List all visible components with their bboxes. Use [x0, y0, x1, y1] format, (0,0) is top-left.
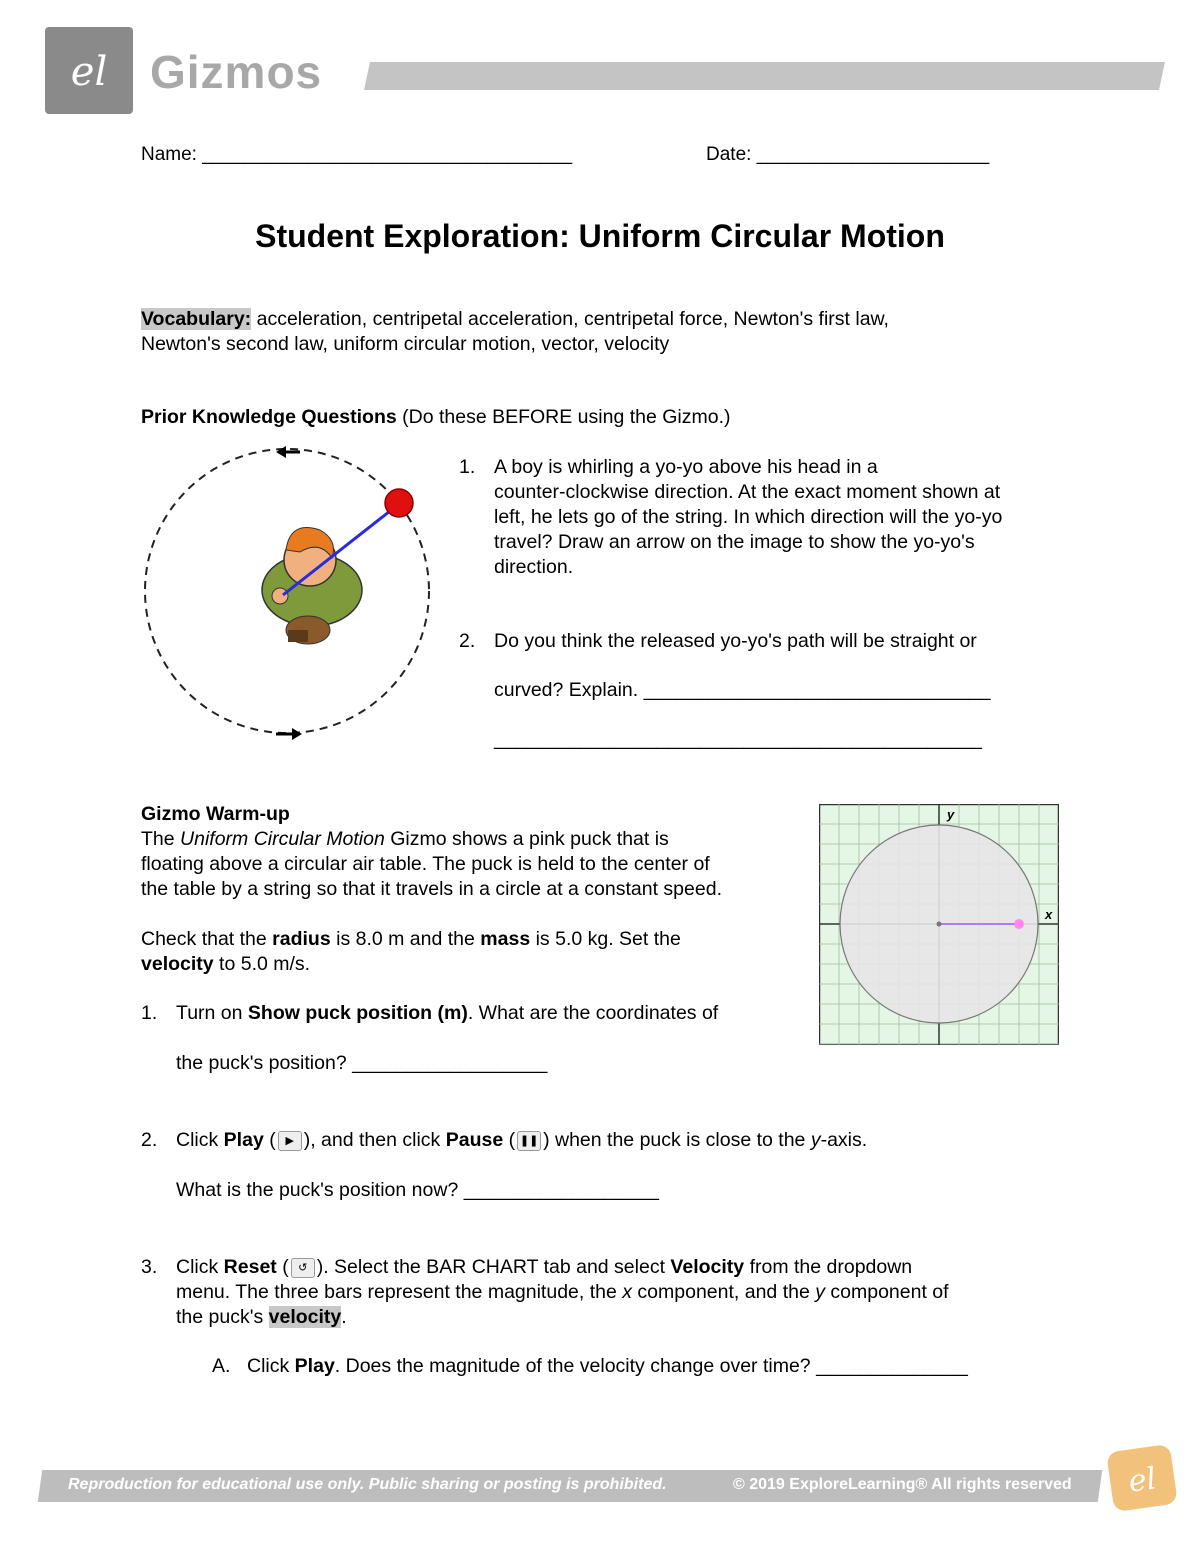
x-axis-label: x — [1045, 907, 1053, 922]
gizmo-name: Uniform Circular Motion — [180, 828, 385, 850]
arrow-right-icon — [276, 728, 302, 740]
q1-line: direction. — [494, 556, 574, 578]
prior-q1-text — [494, 455, 1064, 580]
yoyo — [385, 489, 413, 517]
prior-q2-answer-line1[interactable]: curved? Explain. ________________________________ — [494, 679, 991, 701]
text: Click — [176, 1256, 219, 1278]
text: is 5.0 kg. Set the — [535, 928, 681, 950]
text: . — [341, 1306, 347, 1328]
text: is 8.0 m and the — [336, 928, 475, 950]
term-mass: mass — [480, 928, 531, 950]
warmup-q3-num: 3. — [141, 1256, 158, 1278]
prior-question-2-num: 2. — [459, 630, 476, 652]
pause-term: Pause — [445, 1129, 504, 1151]
el-logo-icon — [45, 27, 133, 114]
footer-copyright: © 2019 ExploreLearning® All rights reserved — [733, 1476, 1072, 1493]
text: from the dropdown — [749, 1256, 913, 1278]
text: menu. The three bars represent the magnitude, the — [176, 1281, 617, 1303]
var-y: y — [815, 1281, 825, 1303]
date-field[interactable]: Date: ______________________ — [706, 144, 990, 165]
reset-term: Reset — [223, 1256, 277, 1278]
yoyo-figure — [140, 440, 440, 745]
warmup-q2-num: 2. — [141, 1129, 158, 1151]
vocabulary — [141, 307, 889, 357]
var-x: x — [622, 1281, 632, 1303]
text: Click — [247, 1355, 290, 1377]
show-puck-position-term: Show puck position (m) — [247, 1002, 468, 1024]
svg-text:el: el — [1126, 1461, 1159, 1500]
warmup-q2-answer[interactable]: What is the puck's position now? __________________ — [176, 1179, 659, 1201]
text: Gizmo shows a pink puck that is — [390, 828, 669, 850]
prior-knowledge-heading — [141, 405, 731, 430]
prior-q2-line1: Do you think the released yo-yo's path will be straight or — [494, 630, 977, 652]
puck-grid-graph — [819, 804, 1059, 1045]
warmup-heading: Gizmo Warm-up — [141, 803, 290, 825]
q1-line: A boy is whirling a yo-yo above his head in a — [494, 456, 878, 478]
footer-el-logo-icon — [1106, 1444, 1178, 1512]
text: the table by a string so that it travels in a circle at a constant speed. — [141, 878, 722, 900]
vocabulary-line1: acceleration, centripetal acceleration, centripetal force, Newton's first law, — [256, 308, 889, 330]
reset-icon: ↺ — [291, 1258, 315, 1278]
brand-name: Gizmos — [150, 46, 323, 98]
gizmos-logo — [45, 27, 133, 114]
warmup-intro — [141, 802, 801, 902]
play-term: Play — [294, 1355, 335, 1377]
term-velocity: velocity — [141, 953, 214, 975]
term-radius: radius — [272, 928, 331, 950]
table-center — [937, 922, 942, 927]
text: ). Select the BAR CHART tab and select — [316, 1256, 665, 1278]
play-icon: ▶ — [278, 1131, 302, 1151]
answer-line[interactable]: . Does the magnitude of the velocity change over time? ______________ — [334, 1355, 968, 1377]
vocabulary-line2: Newton's second law, uniform circular motion, vector, velocity — [141, 333, 670, 355]
text: component, and the — [637, 1281, 810, 1303]
pause-icon: ❚❚ — [517, 1131, 541, 1151]
text: ) when the puck is close to the — [543, 1129, 806, 1151]
y-axis-label: y — [947, 807, 955, 822]
q-number: 1. — [459, 456, 476, 478]
q1-line: counter-clockwise direction. At the exact moment shown at — [494, 481, 1001, 503]
svg-text:el: el — [70, 49, 108, 95]
text: floating above a circular air table. The puck is held to the center of — [141, 853, 710, 875]
text: -axis. — [820, 1129, 868, 1151]
text: The — [141, 828, 175, 850]
page-title: Student Exploration: Uniform Circular Motion — [255, 218, 945, 254]
text: ), and then click — [303, 1129, 441, 1151]
warmup-q1-num: 1. — [141, 1002, 158, 1024]
warmup-q1 — [176, 1001, 718, 1026]
warmup-q1-answer[interactable]: the puck's position? __________________ — [176, 1052, 548, 1074]
text: Check that the — [141, 928, 267, 950]
text: Click — [176, 1129, 219, 1151]
name-field[interactable]: Name: ___________________________________ — [141, 144, 573, 165]
warmup-q3a-letter: A. — [212, 1355, 231, 1377]
q1-line: left, he lets go of the string. In which direction will the yo-yo — [494, 506, 1003, 528]
text: component of — [830, 1281, 949, 1303]
warmup-q3a — [247, 1354, 968, 1379]
q1-line: travel? Draw an arrow on the image to show the yo-yo's — [494, 531, 975, 553]
prior-q2-answer-line2[interactable]: _____________________________________________ — [494, 728, 983, 750]
play-term: Play — [223, 1129, 264, 1151]
puck — [1014, 919, 1024, 929]
prior-question-1 — [459, 455, 494, 480]
arrow-left-icon — [276, 446, 300, 458]
text: . What are the coordinates of — [467, 1002, 719, 1024]
text: to 5.0 m/s. — [219, 953, 311, 975]
warmup-q3: Click Reset ( ↺ ). Select the BAR CHART tab and select Velocity from the dropdown menu. The three bars represent the magnitude, the x component, and the y component of the puck's velocity. — [176, 1256, 949, 1328]
warmup-setup — [141, 927, 801, 977]
text: the puck's — [176, 1306, 264, 1328]
var-y: y — [810, 1129, 821, 1151]
vocabulary-label: Vocabulary: — [141, 308, 252, 330]
prior-note: (Do these BEFORE using the Gizmo.) — [402, 406, 731, 428]
warmup-q2: Click Play ( ▶ ), and then click Pause ( ❚❚ ) when the puck is close to the y-axis. — [176, 1129, 868, 1151]
velocity-term: Velocity — [670, 1256, 745, 1278]
velocity-highlight: velocity — [268, 1306, 342, 1328]
header-bar — [364, 62, 1165, 90]
prior-heading-text: Prior Knowledge Questions — [141, 406, 397, 428]
text: Turn on — [176, 1002, 243, 1024]
footer-notice: Reproduction for educational use only. Public sharing or posting is prohibited. — [68, 1476, 667, 1493]
